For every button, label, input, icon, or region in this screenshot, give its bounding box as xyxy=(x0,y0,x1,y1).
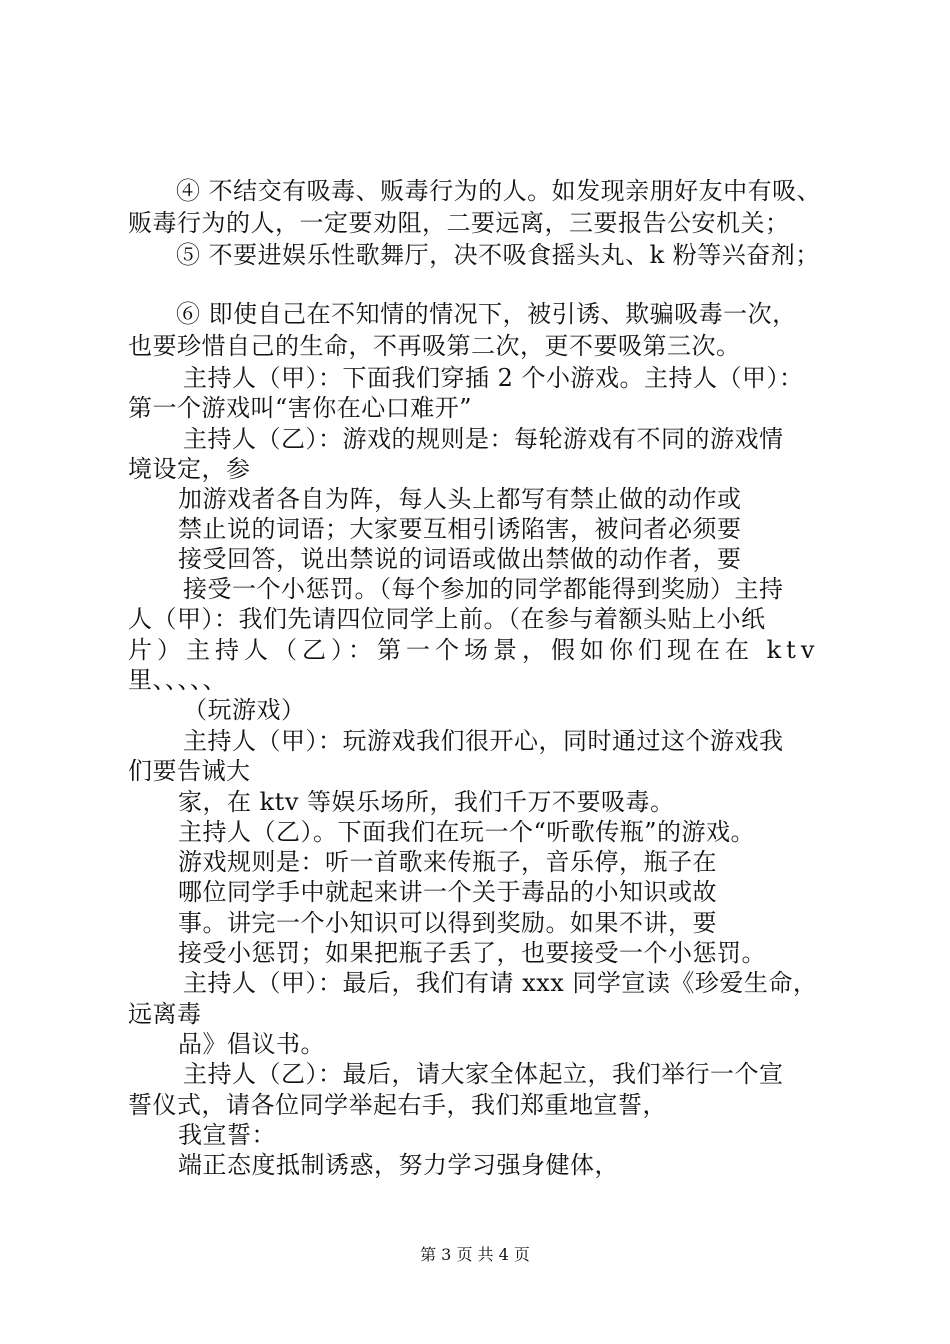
text-line: 端正态度抵制诱惑，努力学习强身健体， xyxy=(178,1151,619,1179)
text-line: 片）主持人（乙）：第一个场景，假如你们现在在 ktv xyxy=(128,636,820,664)
text-line: 加游戏者各自为阵，每人头上都写有禁止做的动作或 xyxy=(178,485,742,513)
text-line: 哪位同学手中就起来讲一个关于毒品的小知识或故 xyxy=(178,878,717,906)
text-line: 主持人（甲）：下面我们穿插 2 个小游戏。主持人（甲）： xyxy=(183,364,804,392)
text-line: 人（甲）：我们先请四位同学上前。（在参与着额头贴上小纸 xyxy=(128,605,766,633)
text-line: 游戏规则是：听一首歌来传瓶子，音乐停，瓶子在 xyxy=(178,848,717,876)
text-line: 主持人（乙）。下面我们在玩一个“听歌传瓶”的游戏。 xyxy=(178,818,756,846)
text-line: 们要告诫大 xyxy=(128,757,251,785)
text-line: 远离毒 xyxy=(128,1000,202,1028)
text-line: 境设定，参 xyxy=(128,455,251,483)
text-line: 家，在 ktv 等娱乐场所，我们千万不要吸毒。 xyxy=(178,788,675,816)
text-line: 接受一个小惩罚。（每个参加的同学都能得到奖励）主持 xyxy=(183,575,784,603)
text-line: 主持人（甲）：玩游戏我们很开心，同时通过这个游戏我 xyxy=(183,727,784,755)
text-line: 也要珍惜自己的生命，不再吸第二次，更不要吸第三次。 xyxy=(128,332,741,360)
text-line: 品》倡议书。 xyxy=(178,1030,325,1058)
text-line: 主持人（乙）：最后，请大家全体起立，我们举行一个宣 xyxy=(183,1060,784,1088)
text-line: （玩游戏） xyxy=(183,696,306,724)
text-line: 禁止说的词语；大家要互相引诱陷害，被问者必须要 xyxy=(178,515,742,543)
text-line: 誓仪式，请各位同学举起右手，我们郑重地宣誓， xyxy=(128,1091,667,1119)
text-line: 接受小惩罚；如果把瓶子丢了，也要接受一个小惩罚。 xyxy=(178,939,766,967)
text-line: 里、、、、、 xyxy=(128,666,227,694)
text-line: 主持人（乙）：游戏的规则是：每轮游戏有不同的游戏情 xyxy=(183,425,784,453)
text-line: 贩毒行为的人，一定要劝阻，二要远离，三要报告公安机关； xyxy=(128,209,790,237)
text-line: ④ 不结交有吸毒、贩毒行为的人。如发现亲朋好友中有吸、 xyxy=(176,177,822,205)
text-line: 第一个游戏叫“害你在心口难开” xyxy=(128,394,473,422)
page-number-footer: 第 3 页 共 4 页 xyxy=(420,1245,530,1264)
text-line: ⑤ 不要进娱乐性歌舞厅，决不吸食摇头丸、k 粉等兴奋剂； xyxy=(176,241,820,269)
text-line: 事。讲完一个小知识可以得到奖励。如果不讲，要 xyxy=(178,909,717,937)
text-line: 我宣誓： xyxy=(178,1121,276,1149)
text-line: 主持人（甲）：最后，我们有请 xxx 同学宣读《珍爱生命， xyxy=(183,969,818,997)
text-line: ⑥ 即使自己在不知情的情况下，被引诱、欺骗吸毒一次， xyxy=(176,300,797,328)
text-line: 接受回答，说出禁说的词语或做出禁做的动作者，要 xyxy=(178,545,742,573)
